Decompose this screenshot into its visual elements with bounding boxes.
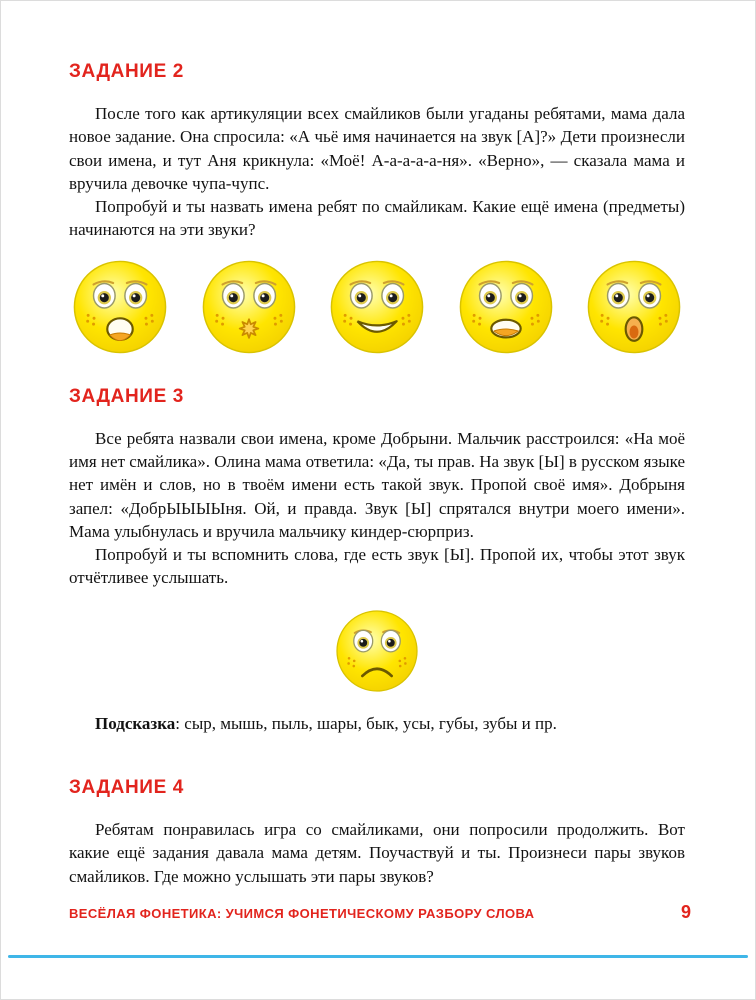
task-4-paragraph-1: Ребятам понравилась игра со смайликами, они попросили продолжить. Вот какие ещё задания давала мама детям. Поучаствуй и ты. Произнеси пары звуков смайликов. Где можно услышать эти пары звуков? [69,819,685,886]
task-3-paragraph-2: Попробуй и ты вспомнить слова, где есть звук [Ы]. Пропой их, чтобы этот звук отчётливее услышать. [69,545,685,588]
vowel-smiley-row [71,258,683,356]
task-2-section [69,61,685,356]
hint-text: : сыр, мышь, пыль, шары, бык, усы, губы, зубы и пр. [175,713,557,733]
hint-label: Подсказка [95,713,176,733]
smiley-wide-smile-icon [328,258,426,356]
smiley-open-mouth-tongue-icon [71,258,169,356]
smiley-open-oval-tongue-icon [457,258,555,356]
task-3-section [69,386,685,735]
task-3-paragraph-1: Все ребята назвали свои имена, кроме Добрыни. Мальчик расстроился: «На моё имя нет смайлика». Олина мама ответила: «Да, ты прав. На звук [Ы] в русском языке нет имён и слов, но в твоём имени есть такой звук. Пропой своё имя». Добрыня запел: «ДобрЫЫЫЫня. Ой, и правда. Звук [Ы] спрятался внутри моего имени». Мама улыбнулась и вручила мальчику киндер-сюрприз. [69,428,685,541]
footer-running-title: ВЕСЁЛАЯ ФОНЕТИКА: УЧИМСЯ ФОНЕТИЧЕСКОМУ РАЗБОРУ СЛОВА [69,906,535,921]
task-4-title: ЗАДАНИЕ 4 [69,776,184,798]
task-2-paragraph-1: После того как артикуляции всех смайликов были угаданы ребятами, мама дала новое задание. Она спросила: «А чьё имя начинается на звук [А]?» Дети произнесли свои имена, и тут Аня крикнула: «Моё! А-а-а-а-а-ня». «Верно», — сказала мама и вручила девочке чупа-чупс. [69,104,685,193]
bottom-divider-line [8,955,748,958]
page-number: 9 [680,902,691,922]
page-footer [69,902,691,923]
task-3-title: ЗАДАНИЕ 3 [69,385,184,407]
smiley-open-oval-mouth-icon [585,258,683,356]
task-4-section [69,777,685,888]
page-content [1,1,755,888]
smiley-sad-icon [334,608,420,694]
task-2-paragraph-2: Попробуй и ты назвать имена ребят по смайликам. Какие ещё имена (предметы) начинаются на эти звуки? [69,197,685,240]
hint-line [69,712,685,735]
smiley-puckered-star-mouth-icon [200,258,298,356]
task-2-title: ЗАДАНИЕ 2 [69,61,184,82]
sad-smiley-row [69,608,685,694]
